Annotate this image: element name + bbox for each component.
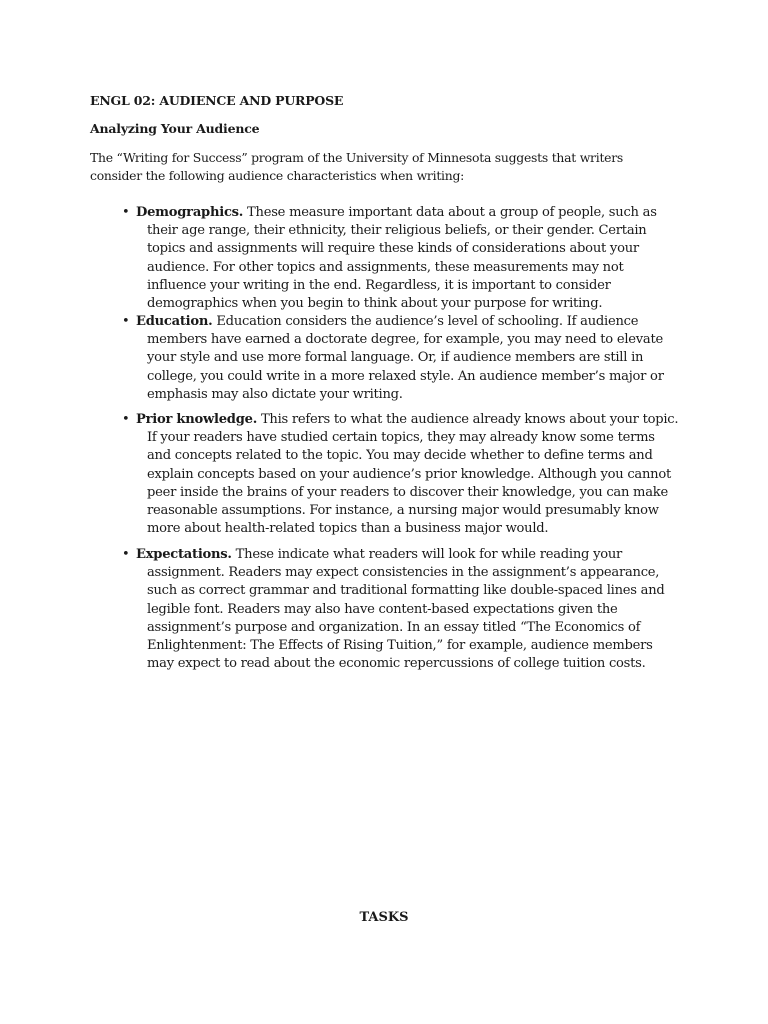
section-heading: Analyzing Your Audience xyxy=(90,121,260,136)
document-title: ENGL 02: AUDIENCE AND PURPOSE xyxy=(90,93,344,108)
list-item-prior-knowledge xyxy=(122,411,682,538)
intro-paragraph: The “Writing for Success” program of the University of Minnesota suggests that writers consider the following audience characteristics when writing: xyxy=(90,150,624,183)
list-item-term: Demographics. xyxy=(136,205,244,220)
list-item-text: These indicate what readers will look for while reading your assignment. Readers may expect consistencies in the assignment’s appearance, such as correct grammar and traditional formatting like double-spaced lines and legible font. Readers may also have content-based expectations given the assignment’s purpose and organization. In an essay titled “The Economics of Enlightenment: The Effects of Rising Tuition,” for example, audience members may expect to read about the economic repercussions of college tuition costs. xyxy=(147,547,665,672)
list-item-text: These measure important data about a group of people, such as their age range, their ethnicity, their religious beliefs, or their gender. Certain topics and assignments will require these kinds of considerations about your audience. For other topics and assignments, these measurements may not influence your writing in the end. Regardless, it is important to consider demographics when you begin to think about your purpose for writing. xyxy=(147,205,657,312)
tasks-heading: TASKS xyxy=(359,910,409,925)
list-item-expectations xyxy=(122,546,682,673)
bullet-icon: • xyxy=(122,314,130,329)
list-item-text: This refers to what the audience already knows about your topic. If your readers have studied certain topics, they may already know some terms and concepts related to the topic. You may decide whether to define terms and explain concepts based on your audience’s prior knowledge. Although you cannot peer inside the brains of your readers to discover their knowledge, you can make reasonable assumptions. For instance, a nursing major would presumably know more about health-related topics than a business major would. xyxy=(147,412,679,537)
list-item-term: Expectations. xyxy=(136,547,232,562)
list-item-demographics xyxy=(122,204,682,313)
list-item-text: Education considers the audience’s level of schooling. If audience members have earned a doctorate degree, for example, you may need to elevate your style and use more formal language. Or, if audience members are still in college, you could write in a more relaxed style. An audience member’s major or emphasis may also dictate your writing. xyxy=(147,314,664,402)
list-item-education xyxy=(122,313,682,404)
bullet-icon: • xyxy=(122,205,130,220)
list-item-term: Prior knowledge. xyxy=(136,412,258,427)
bullet-icon: • xyxy=(122,547,130,562)
list-item-term: Education. xyxy=(136,314,213,329)
bullet-icon: • xyxy=(122,412,130,427)
